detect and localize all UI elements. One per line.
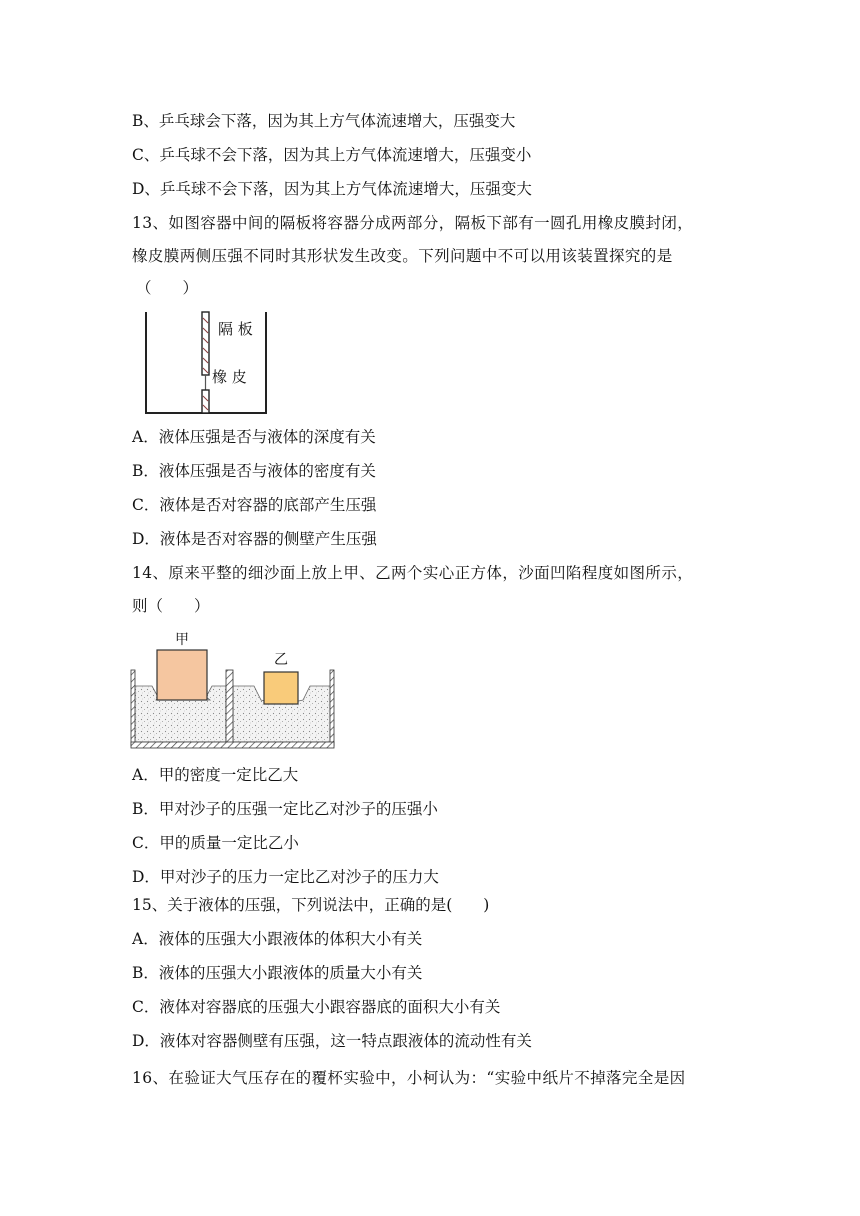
q13-stem-line1: 13、如图容器中间的隔板将容器分成两部分，隔板下部有一圆孔用橡皮膜封闭， [132, 214, 694, 232]
q13-option-c: C．液体是否对容器的底部产生压强 [132, 496, 377, 514]
label-yi: 乙 [274, 652, 288, 668]
label-jia: 甲 [175, 632, 189, 648]
q15-option-a: A．液体的压强大小跟液体的体积大小有关 [132, 930, 423, 948]
cube-jia [157, 650, 207, 700]
q13-stem-line3: （ ） [136, 279, 199, 297]
q14-option-c: C．甲的质量一定比乙小 [132, 834, 299, 852]
q14-sand-figure [128, 628, 340, 752]
q14-option-d: D．甲对沙子的压力一定比乙对沙子的压力大 [132, 868, 439, 886]
q15-stem: 15、关于液体的压强，下列说法中，正确的是( ) [132, 896, 490, 914]
cube-yi [264, 672, 298, 704]
label-partition: 隔 板 [218, 320, 253, 338]
q12-option-c: C、乒乓球不会下落，因为其上方气体流速增大，压强变小 [132, 146, 532, 164]
label-rubber: 橡 皮 [212, 368, 247, 386]
q14-option-a: A．甲的密度一定比乙大 [132, 766, 299, 784]
q16-stem-line1: 16、在验证大气压存在的覆杯实验中，小柯认为：“实验中纸片不掉落完全是因 [132, 1069, 686, 1087]
q15-option-d: D．液体对容器侧壁有压强，这一特点跟液体的流动性有关 [132, 1032, 532, 1050]
q13-option-a: A．液体压强是否与液体的深度有关 [132, 428, 376, 446]
q13-stem-line2: 橡皮膜两侧压强不同时其形状发生改变。下列问题中不可以用该装置探究的是 [132, 247, 673, 265]
q13-option-b: B．液体压强是否与液体的密度有关 [132, 462, 376, 480]
q13-option-d: D．液体是否对容器的侧壁产生压强 [132, 530, 377, 548]
q14-option-b: B．甲对沙子的压强一定比乙对沙子的压强小 [132, 800, 438, 818]
q15-option-b: B．液体的压强大小跟液体的质量大小有关 [132, 964, 423, 982]
q12-option-d: D、乒乓球不会下落，因为其上方气体流速增大，压强变大 [132, 180, 532, 198]
q14-stem-line1: 14、原来平整的细沙面上放上甲、乙两个实心正方体，沙面凹陷程度如图所示， [132, 564, 694, 582]
q15-option-c: C．液体对容器底的压强大小跟容器底的面积大小有关 [132, 998, 501, 1016]
q13-container-figure [138, 308, 274, 418]
q14-stem-line2: 则（ ） [132, 597, 210, 615]
q12-option-b: B、乒乓球会下落，因为其上方气体流速增大，压强变大 [132, 112, 516, 130]
